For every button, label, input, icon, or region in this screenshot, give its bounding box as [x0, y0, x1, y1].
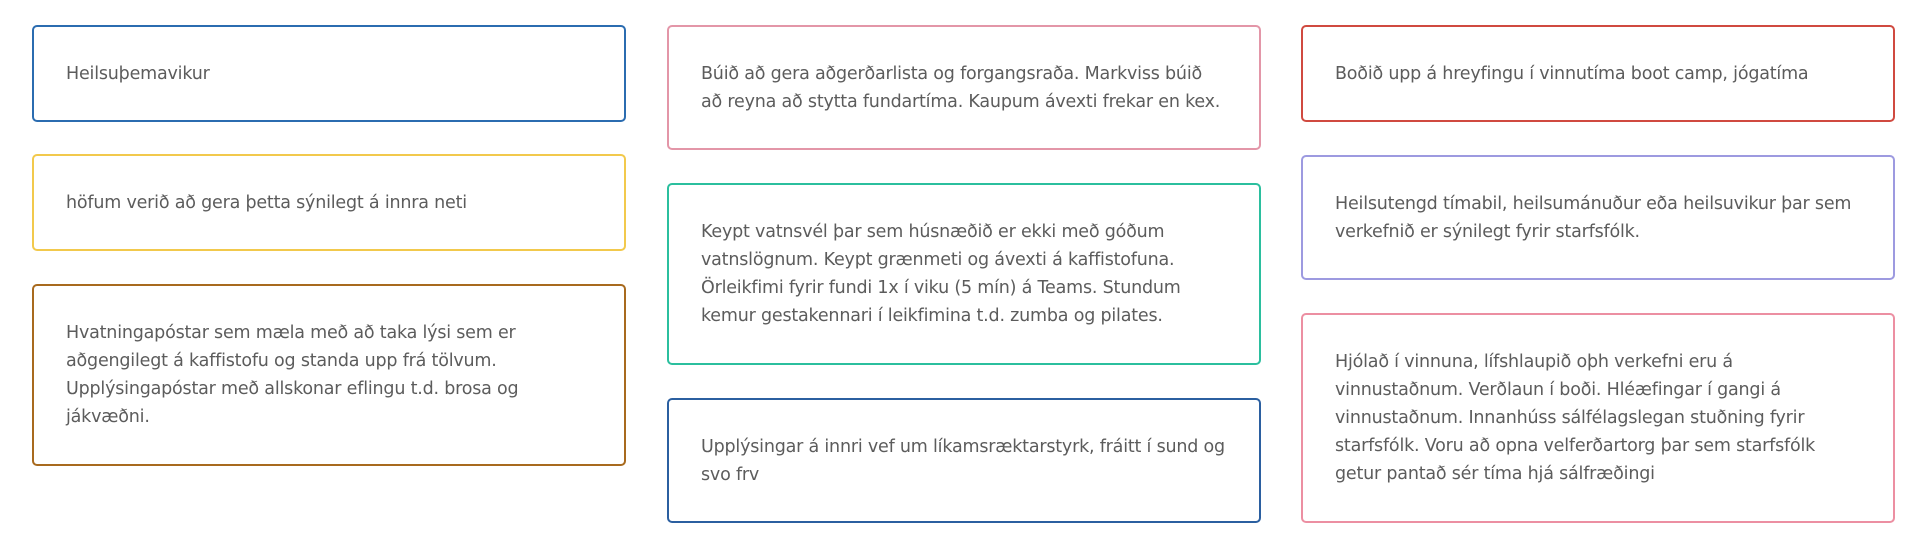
- note-text: Hvatningapóstar sem mæla með að taka lýsi sem er aðgengilegt á kaffistofu og standa upp frá tölvum. Upplýsingapóstar með allskonar eflingu t.d. brosa og jákvæðni.: [66, 323, 519, 427]
- note-card[interactable]: [32, 25, 626, 122]
- column-3: [1301, 25, 1895, 523]
- note-text: Upplýsingar á innri vef um líkamsræktarstyrk, fráitt í sund og svo frv: [701, 436, 1225, 485]
- note-card[interactable]: [1301, 25, 1895, 122]
- column-1: [32, 25, 626, 466]
- note-text: Heilsuþemavikur: [66, 63, 210, 84]
- note-card[interactable]: [32, 154, 626, 251]
- note-card[interactable]: [32, 284, 626, 466]
- note-card[interactable]: [1301, 313, 1895, 523]
- note-card[interactable]: [1301, 155, 1895, 280]
- note-card[interactable]: [667, 25, 1261, 150]
- note-text: Keypt vatnsvél þar sem húsnæðið er ekki með góðum vatnslögnum. Keypt grænmeti og ávexti á kaffistofuna. Örleikfimi fyrir fundi 1x í viku (5 mín) á Teams. Stundum kemur gestakennari í leikfimina t.d. zumba og pilates.: [701, 222, 1181, 326]
- note-text: höfum verið að gera þetta sýnilegt á innra neti: [66, 192, 467, 213]
- note-text: Hjólað í vinnuna, lífshlaupið oþh verkefni eru á vinnustaðnum. Verðlaun í boði. Hléæfingar í gangi á vinnustaðnum. Innanhúss sálfélagslegan stuðning fyrir starfsfólk. Voru að opna velferðartorg þar sem starfsfólk getur pantað sér tíma hjá sálfræðingi: [1335, 352, 1816, 484]
- note-text: Búið að gera aðgerðarlista og forgangsraða. Markviss búið að reyna að stytta fundartíma. Kaupum ávexti frekar en kex.: [701, 63, 1221, 112]
- note-text: Boðið upp á hreyfingu í vinnutíma boot camp, jógatíma: [1335, 63, 1809, 84]
- column-2: [667, 25, 1261, 523]
- note-card[interactable]: [667, 183, 1261, 365]
- note-text: Heilsutengd tímabil, heilsumánuður eða heilsuvikur þar sem verkefnið er sýnilegt fyrir starfsfólk.: [1335, 193, 1852, 242]
- note-card[interactable]: [667, 398, 1261, 523]
